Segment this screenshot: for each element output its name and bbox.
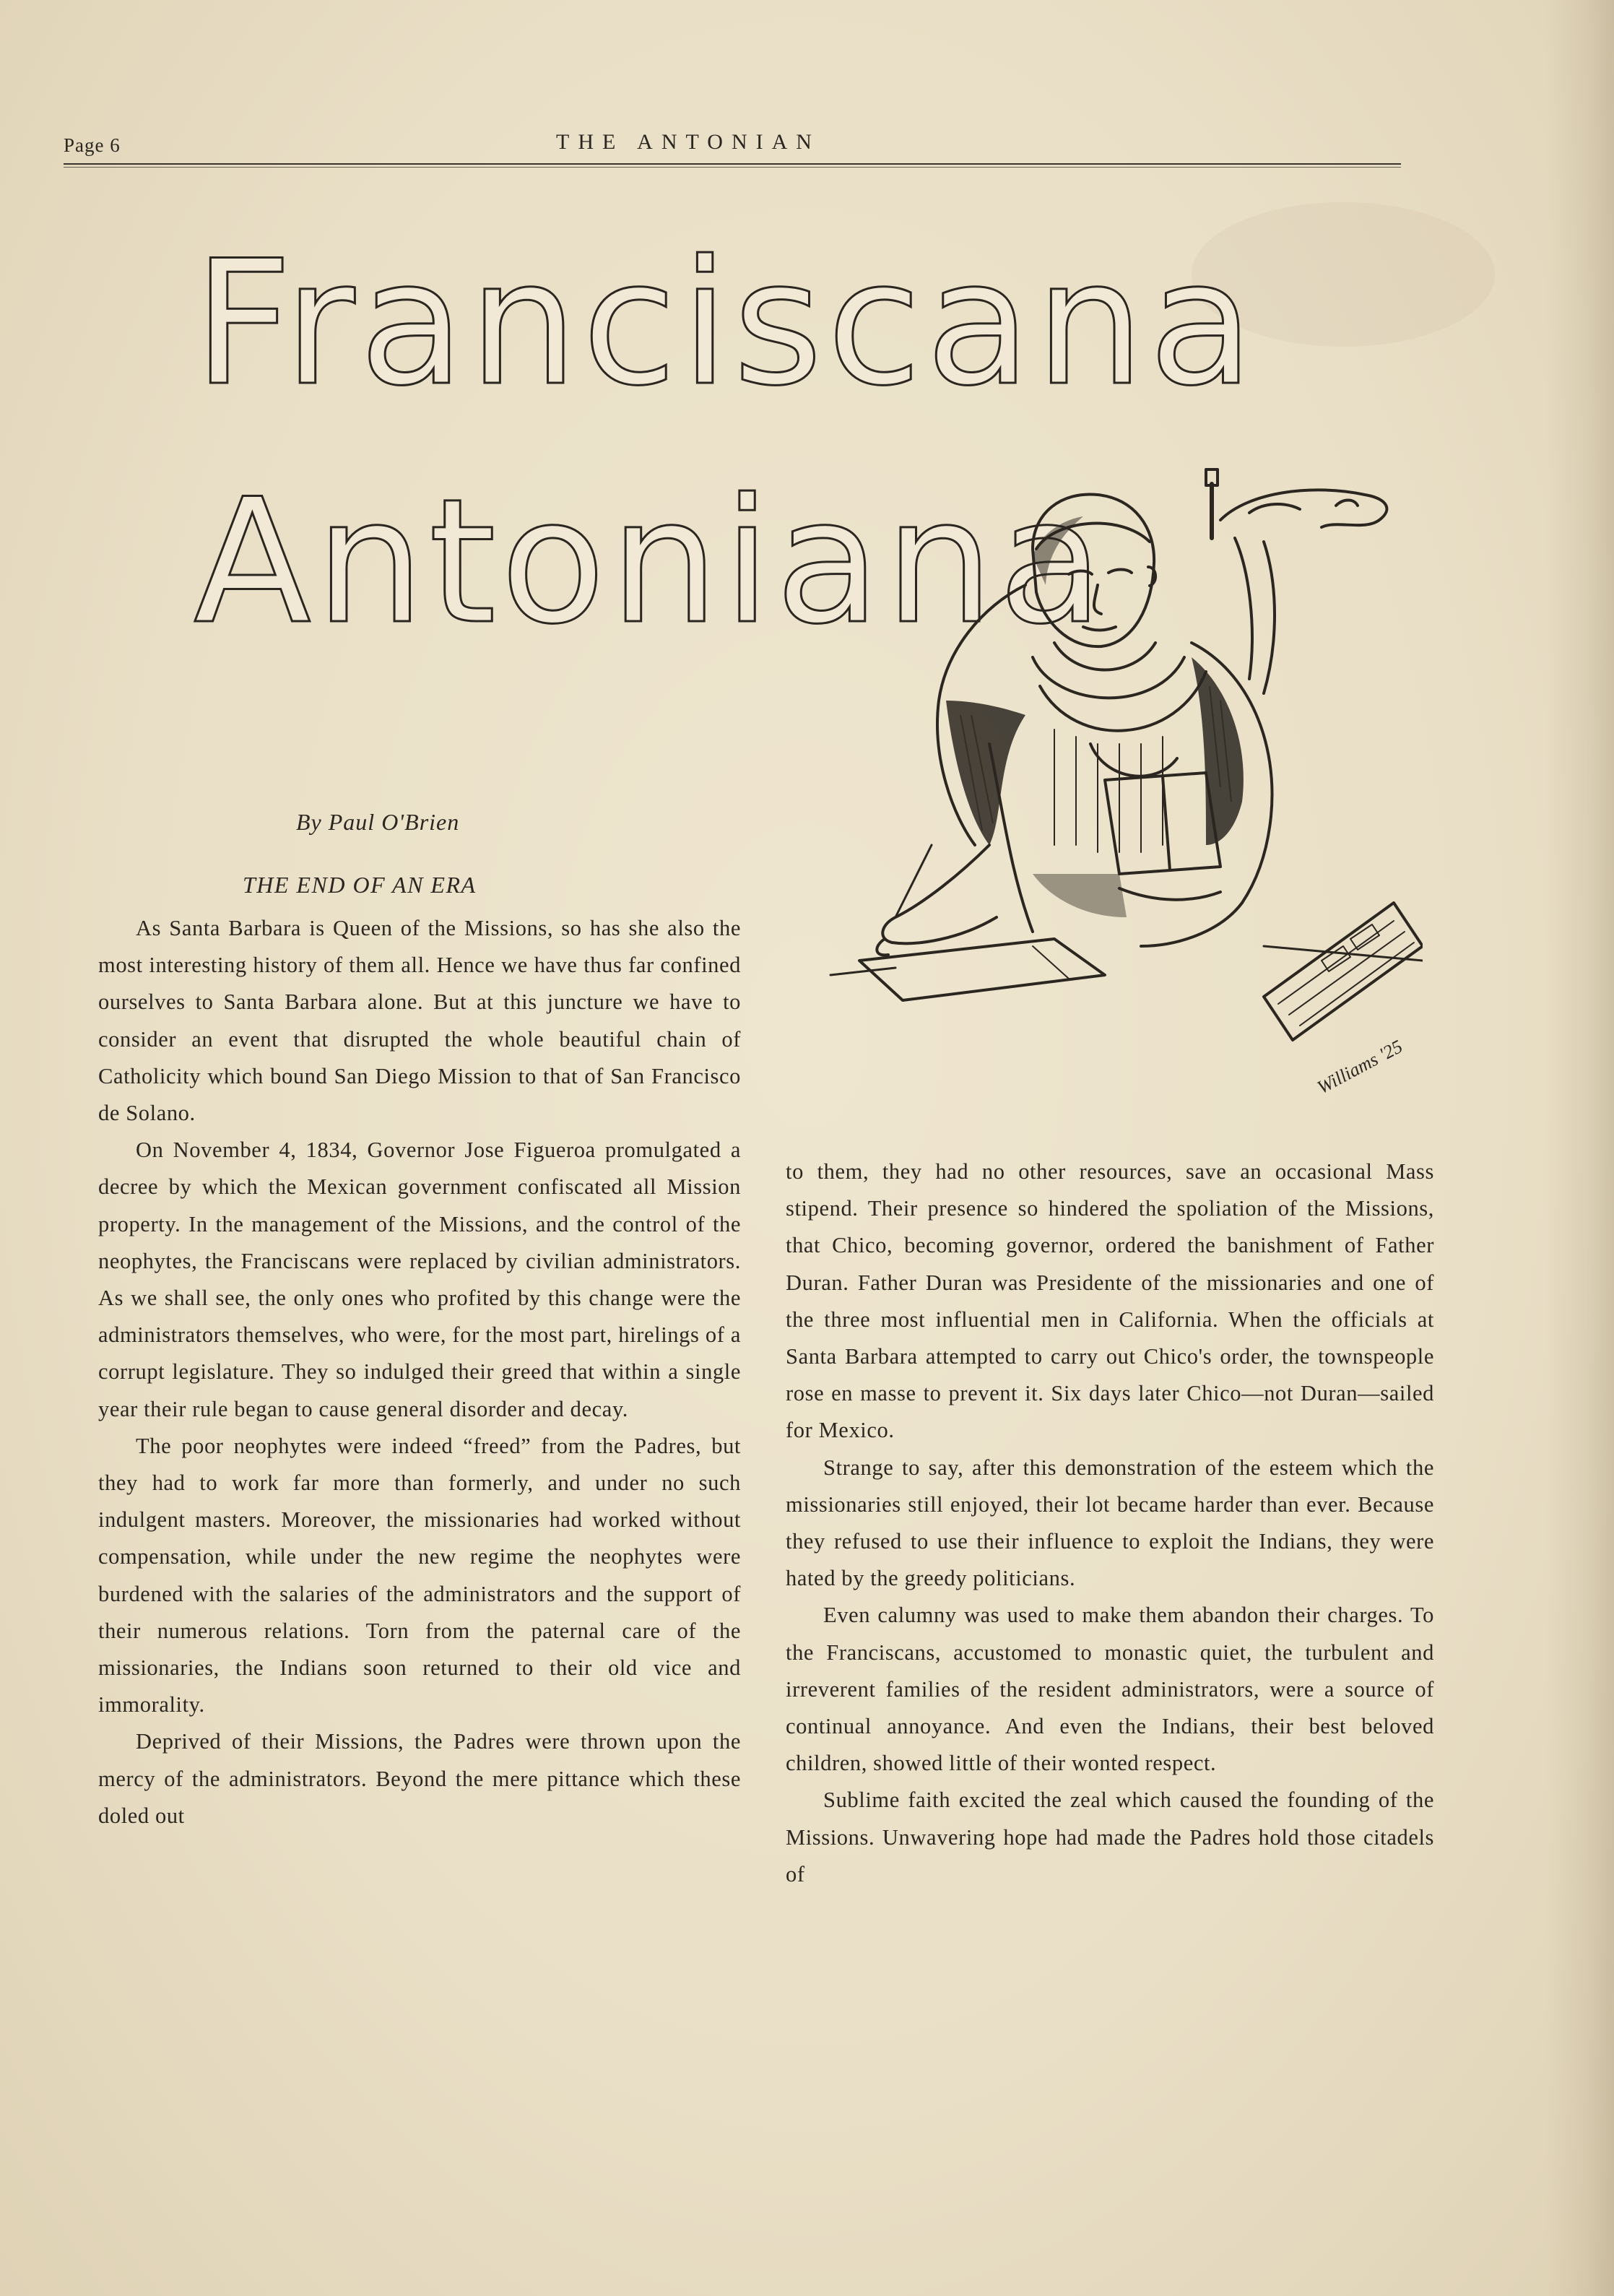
header-rule [64,163,1401,168]
masthead: THE ANTONIAN [556,130,820,154]
paragraph: Deprived of their Missions, the Padres were thrown upon the mercy of the administrators. Beyond the mere pittance which these doled out [98,1729,741,1828]
paragraph: On November 4, 1834, Governor Jose Figueroa promulgated a decree by which the Mexican government confiscated all Mission property. In the management of the Missions, and the control of the neophytes, the Franciscans were replaced by civilian administrators. As we shall see, the only ones who profited by this change were the administrators themselves, who were, for the most part, hirelings of a corrupt legislature. They so indulged their greed that within a single year their rule began to cause general disorder and decay. [98,1138,741,1421]
paragraph: Strange to say, after this demonstration of the esteem which the missionaries still enjoyed, their lot became harder than ever. Because they refused to use their influence to exploit the Indians, they were hated by the greedy politicians. [786,1455,1434,1591]
paragraph: Even calumny was used to make them abandon their charges. To the Franciscans, accustomed to monastic quiet, the turbulent and irreverent families of the resident administrators, were a source of continual annoyance. And even the Indians, their best beloved children, showed little of their wonted respect. [786,1603,1434,1776]
paragraph: to them, they had no other resources, save an occasional Mass stipend. Their presence so hindered the spoliation of the Missions, that Chico, becoming governor, ordered the banishment of Father Duran. Father Duran was Presidente of the missionaries and one of the three most influential men in California. When the officials at Santa Barbara attempted to carry out Chico's order, the townspeople rose en masse to prevent it. Six days later Chico—not Duran—sailed for Mexico. [786,1159,1434,1443]
section-heading: THE END OF AN ERA [243,872,477,898]
paragraph: The poor neophytes were indeed “freed” from the Padres, but they had to work far more than formerly, and under no such indulgent masters. Moreover, the missionaries had worked without compensation, while under the new regime the neophytes were burdened with the salaries of the administrators and the support of their numerous relations. Torn from the paternal care of the missionaries, the Indians soon returned to their old vice and immorality. [98,1433,741,1717]
article-title-line-2: Antoniana [194,462,1108,662]
paragraph: Sublime faith excited the zeal which caused the founding of the Missions. Unwavering hope had made the Padres hold those citadels of [786,1788,1434,1886]
right-column [786,1153,1434,1893]
article-title-line-1: Franciscana [194,224,1259,424]
illustrator-signature: Williams '25 [1314,1036,1406,1099]
paragraph: As Santa Barbara is Queen of the Missions, so has she also the most interesting history of them all. Hence we have thus far confined ourselves to Santa Barbara alone. But at this juncture we have to consider an event that disrupted the whole beautiful chain of Catholicity which bound San Diego Mission to that of San Francisco de Solano. [98,916,741,1126]
page-edge-shadow [1545,0,1614,2296]
byline: By Paul O'Brien [296,809,460,835]
friar-writing-illustration [816,441,1423,1148]
left-column [98,910,741,1834]
page-number: Page 6 [64,134,121,156]
